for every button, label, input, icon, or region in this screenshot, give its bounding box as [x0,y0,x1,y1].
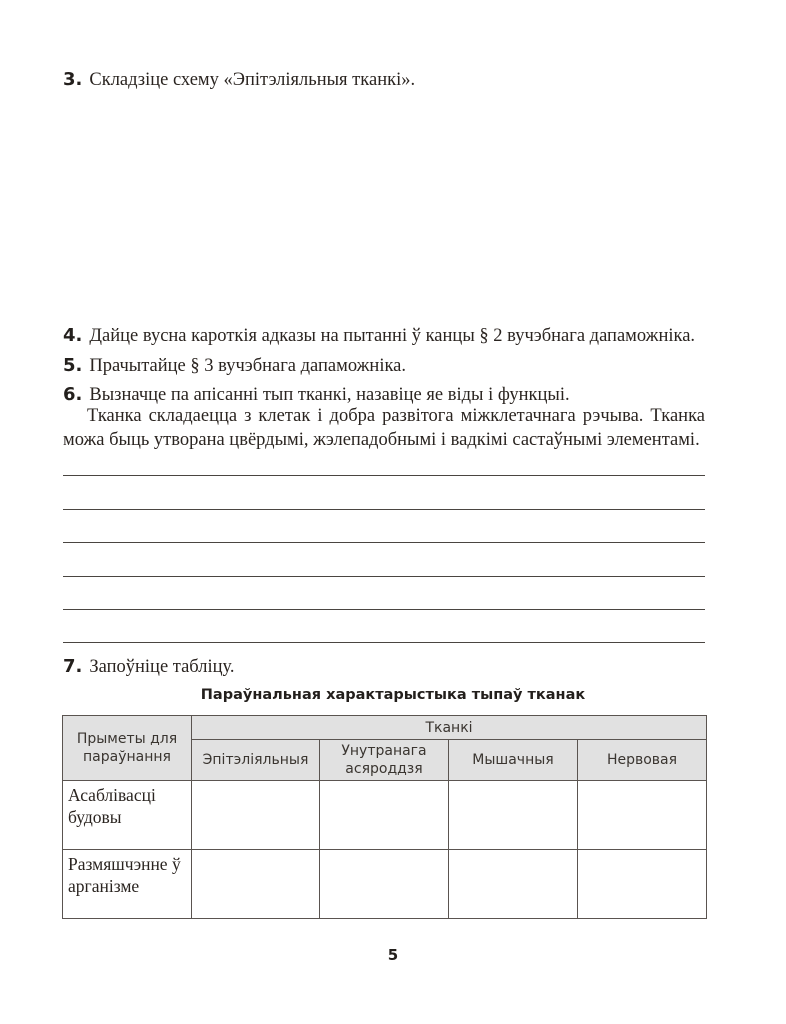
task-5 [63,354,406,378]
task-text: Вызначце па апісанні тып тканкі, назавіце яе віды і функцыі. [89,385,570,405]
answer-line[interactable] [63,542,705,543]
task-6-description [63,404,705,452]
column-header: Нервовая [578,740,707,781]
description-text: Тканка складаецца з клетак і добра развітога міжклетачнага рэчыва. Тканка можа быць утворана цвёрдымі, жэлепадобнымі і вадкімі састаўнымі элементамі. [63,406,705,450]
answer-line[interactable] [63,509,705,510]
task-4 [63,324,695,348]
group-header: Тканкі [192,716,707,740]
table-caption: Параўнальная характарыстыка тыпаў тканак [200,687,586,703]
table-cell[interactable] [449,781,578,850]
table-cell[interactable] [449,850,578,919]
table-cell[interactable] [320,781,449,850]
table-row [63,850,707,919]
task-number: 6. [63,384,83,405]
row-header-label: Прыметы для параўнання [63,716,192,781]
task-7 [63,655,235,679]
table-row [63,781,707,850]
table-cell[interactable] [578,850,707,919]
row-label: Асаблівасці будовы [63,781,192,850]
table-cell[interactable] [320,850,449,919]
task-3 [63,68,415,92]
row-label: Размяшчэнне ў арганізме [63,850,192,919]
answer-line[interactable] [63,576,705,577]
table-cell[interactable] [192,850,320,919]
column-header: Унутранага асяроддзя [320,740,449,781]
task-text: Складзіце схему «Эпітэліяльныя тканкі». [89,70,416,90]
column-header: Мышачныя [449,740,578,781]
task-number: 3. [63,69,83,90]
task-number: 5. [63,355,83,376]
task-number: 7. [63,656,83,677]
answer-line[interactable] [63,609,705,610]
table-cell[interactable] [192,781,320,850]
column-header: Эпітэліяльныя [192,740,320,781]
table-cell[interactable] [578,781,707,850]
task-text: Дайце вусна кароткія адказы на пытанні ў канцы § 2 вучэбнага дапаможніка. [89,326,696,346]
task-number: 4. [63,325,83,346]
task-text: Запоўніце табліцу. [89,657,235,677]
comparison-table [62,715,707,919]
page-number: 5 [387,946,399,964]
answer-line[interactable] [63,475,705,476]
task-text: Прачытайце § 3 вучэбнага дапаможніка. [89,356,406,376]
answer-line[interactable] [63,642,705,643]
schema-drawing-area[interactable] [63,100,705,315]
